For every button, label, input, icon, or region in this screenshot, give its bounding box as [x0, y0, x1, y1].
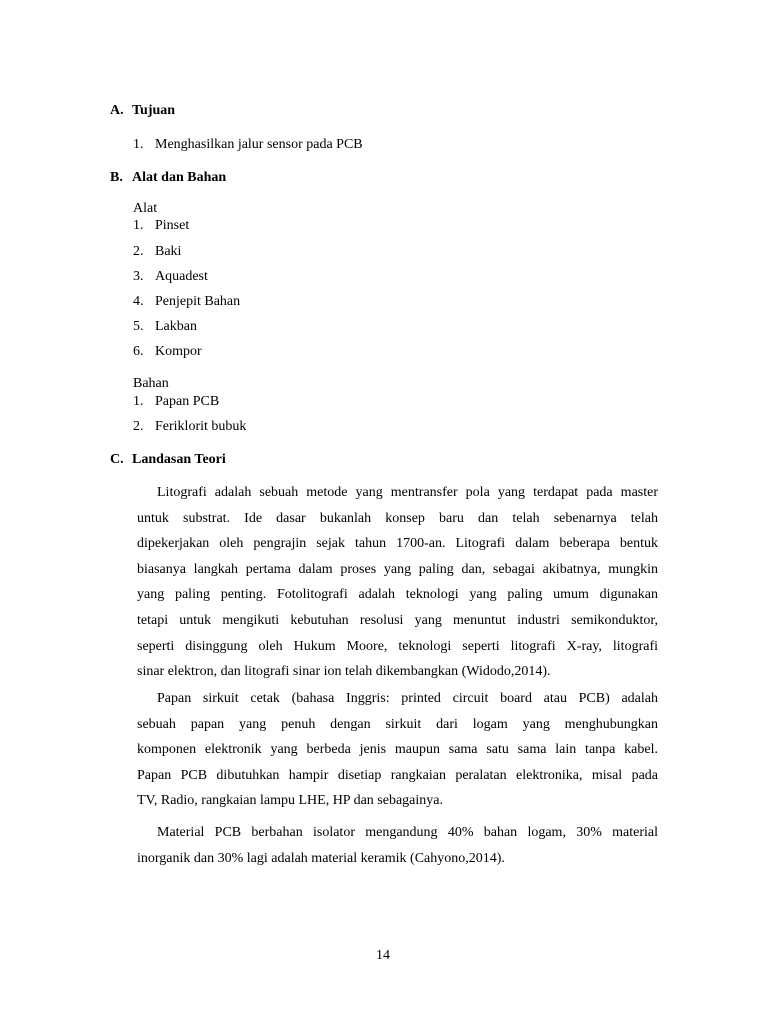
section-a-letter: A. — [110, 103, 124, 118]
paragraph-3 — [137, 820, 658, 871]
list-item — [133, 317, 197, 337]
list-item-number: 2. — [133, 244, 144, 259]
list-item-number: 5. — [133, 319, 144, 334]
list-item-number: 1. — [133, 218, 144, 233]
section-c-letter: C. — [110, 452, 124, 467]
list-item-number: 1. — [133, 394, 144, 409]
paragraph-line: Material PCB berbahan isolator mengandung 40% bahan logam, 30% material — [157, 825, 658, 840]
list-item — [133, 135, 363, 155]
list-item — [133, 242, 181, 262]
list-item-text: Feriklorit bubuk — [155, 419, 247, 434]
section-c-heading — [110, 450, 226, 470]
list-item-text: Aquadest — [155, 269, 208, 284]
paragraph-line: biasanya langkah pertama dalam proses yang paling dan, sebagai akibatnya, mungkin — [137, 561, 658, 577]
paragraph-line: untuk substrat. Ide dasar bukanlah konsep baru dan telah sebenarnya telah — [137, 510, 658, 526]
list-item-text: Kompor — [155, 344, 202, 359]
bahan-label: Bahan — [133, 376, 169, 391]
list-item-text: Baki — [155, 244, 182, 259]
list-item-number: 4. — [133, 294, 144, 309]
section-c-title: Landasan Teori — [132, 452, 226, 467]
list-item — [133, 342, 202, 362]
paragraph-line: sinar elektron, dan litografi sinar ion telah dikembangkan (Widodo,2014). — [137, 664, 551, 680]
paragraph-line: TV, Radio, rangkaian lampu LHE, HP dan sebagainya. — [137, 793, 443, 809]
paragraph-line: komponen elektronik yang berbeda jenis maupun sama satu sama lain tanpa kabel. — [137, 742, 658, 758]
paragraph-line: Papan PCB dibutuhkan hampir disetiap rangkaian peralatan elektronika, misal pada — [137, 767, 658, 783]
list-item-number: 6. — [133, 344, 144, 359]
paragraph-line: yang paling penting. Fotolitografi adalah teknologi yang paling umum digunakan — [137, 587, 658, 603]
list-item-number: 1. — [133, 137, 144, 152]
list-item — [133, 417, 246, 437]
paragraph-line: Papan sirkuit cetak (bahasa Inggris: printed circuit board atau PCB) adalah — [157, 691, 658, 706]
section-a-heading — [110, 101, 175, 121]
page-number: 14 — [376, 948, 390, 963]
section-b-heading — [110, 168, 226, 188]
list-item-number: 3. — [133, 269, 144, 284]
alat-label: Alat — [133, 201, 158, 216]
list-item-text: Menghasilkan jalur sensor pada PCB — [155, 137, 363, 152]
section-a-title: Tujuan — [132, 103, 176, 118]
list-item — [133, 292, 240, 312]
list-item — [133, 267, 208, 287]
paragraph-line: sebuah papan yang penuh dengan sirkuit dari logam yang menghubungkan — [137, 716, 658, 732]
list-item-text: Penjepit Bahan — [155, 294, 241, 309]
paragraph-line: Litografi adalah sebuah metode yang mentransfer pola yang terdapat pada master — [157, 485, 658, 500]
paragraph-line: inorganik dan 30% lagi adalah material keramik (Cahyono,2014). — [137, 850, 505, 866]
paragraph-line: tetapi untuk mengikuti kebutuhan resolusi yang menuntut industri semikonduktor, — [137, 612, 658, 628]
list-item-text: Papan PCB — [155, 394, 220, 409]
paragraph-1 — [137, 480, 658, 685]
section-b-title: Alat dan Bahan — [132, 170, 227, 185]
section-b-letter: B. — [110, 170, 123, 185]
paragraph-line: dipekerjakan oleh pengrajin sejak tahun 1700-an. Litografi dalam beberapa bentuk — [137, 536, 658, 552]
list-item — [133, 216, 189, 236]
list-item-text: Lakban — [155, 319, 197, 334]
list-item-number: 2. — [133, 419, 144, 434]
list-item — [133, 392, 219, 412]
list-item-text: Pinset — [155, 218, 190, 233]
paragraph-line: seperti disinggung oleh Hukum Moore, teknologi seperti litografi X-ray, litografi — [137, 638, 658, 654]
paragraph-2 — [137, 686, 658, 814]
